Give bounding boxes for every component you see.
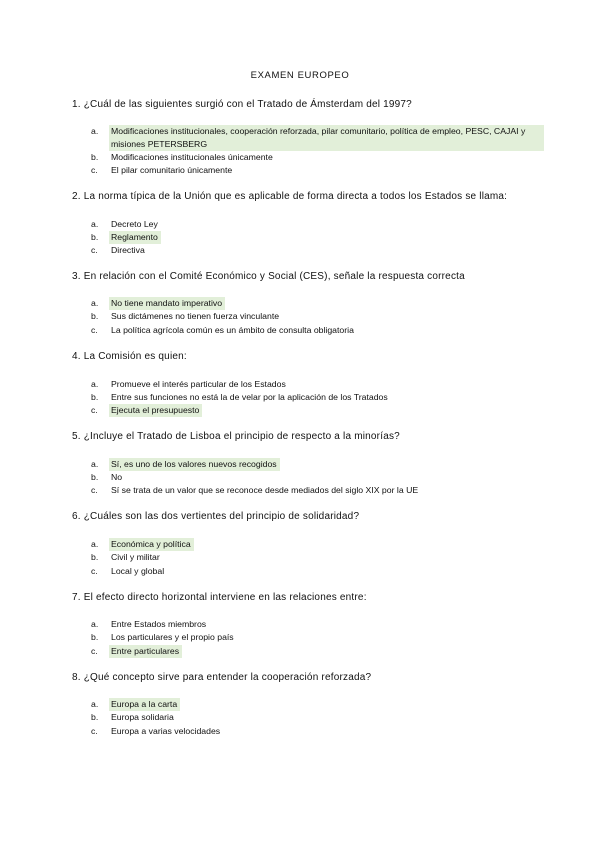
option-text: Sí, es uno de los valores nuevos recogidos [109, 458, 280, 471]
option-letter: c. [91, 646, 98, 656]
option-letter: c. [91, 485, 98, 495]
option-text: Civil y militar [111, 552, 160, 562]
option-text: Entre Estados miembros [111, 619, 207, 629]
option-text: Europa solidaria [111, 712, 174, 722]
option-text: Europa a la carta [109, 698, 180, 711]
question-4: 4. La Comisión es quien: [72, 351, 187, 362]
option-text: Promueve el interés particular de los Estados [111, 379, 286, 389]
option-letter: a. [91, 619, 99, 629]
question-6: 6. ¿Cuáles son las dos vertientes del principio de solidaridad? [72, 511, 360, 522]
option-letter: c. [91, 566, 98, 576]
option-letter: b. [91, 232, 99, 242]
option-letter: a. [91, 699, 99, 709]
option-text: Ejecuta el presupuesto [109, 404, 202, 417]
question-1: 1. ¿Cuál de las siguientes surgió con el Tratado de Ámsterdam del 1997? [72, 99, 412, 110]
option-letter: c. [91, 325, 98, 335]
option-text: Europa a varias velocidades [111, 726, 221, 736]
option-text: Sus dictámenes no tienen fuerza vinculante [111, 311, 280, 321]
option-text: Reglamento [109, 231, 161, 244]
option-text: Sí se trata de un valor que se reconoce desde mediados del siglo XIX por la UE [111, 485, 419, 495]
option-text: Directiva [111, 245, 145, 255]
option-text: Decreto Ley [111, 219, 158, 229]
question-2: 2. La norma típica de la Unión que es aplicable de forma directa a todos los Estados se llama: [72, 191, 508, 202]
option-letter: a. [91, 298, 99, 308]
option-letter: b. [91, 152, 99, 162]
option-text: El pilar comunitario únicamente [111, 165, 233, 175]
exam-title: EXAMEN EUROPEO [250, 70, 350, 81]
option-text: Local y global [111, 566, 165, 576]
option-letter: a. [91, 126, 99, 136]
option-text: Económica y política [109, 538, 194, 551]
option-text: Modificaciones institucionales, cooperación reforzada, pilar comunitario, política de empleo, PESC, CAJAI y misiones PETERSBERG [109, 125, 544, 151]
question-8: 8. ¿Qué concepto sirve para entender la cooperación reforzada? [72, 672, 372, 683]
option-letter: a. [91, 379, 99, 389]
option-text: Los particulares y el propio país [111, 632, 234, 642]
question-7: 7. El efecto directo horizontal interviene en las relaciones entre: [72, 592, 367, 603]
option-letter: b. [91, 712, 99, 722]
question-3: 3. En relación con el Comité Económico y Social (CES), señale la respuesta correcta [72, 271, 465, 282]
question-5: 5. ¿Incluye el Tratado de Lisboa el principio de respecto a la minorías? [72, 431, 400, 442]
option-letter: c. [91, 405, 98, 415]
option-text: Entre sus funciones no está la de velar por la aplicación de los Tratados [111, 392, 388, 402]
option-letter: b. [91, 632, 99, 642]
option-letter: c. [91, 165, 98, 175]
option-text: No tiene mandato imperativo [109, 297, 225, 310]
option-letter: c. [91, 245, 98, 255]
option-letter: a. [91, 539, 99, 549]
option-letter: b. [91, 392, 99, 402]
option-text: La política agrícola común es un ámbito de consulta obligatoria [111, 325, 354, 335]
option-letter: a. [91, 459, 99, 469]
option-text: Entre particulares [109, 645, 182, 658]
option-letter: a. [91, 219, 99, 229]
option-text: No [111, 472, 123, 482]
option-letter: c. [91, 726, 98, 736]
option-letter: b. [91, 472, 99, 482]
option-letter: b. [91, 552, 99, 562]
option-text: Modificaciones institucionales únicamente [111, 152, 273, 162]
option-letter: b. [91, 311, 99, 321]
